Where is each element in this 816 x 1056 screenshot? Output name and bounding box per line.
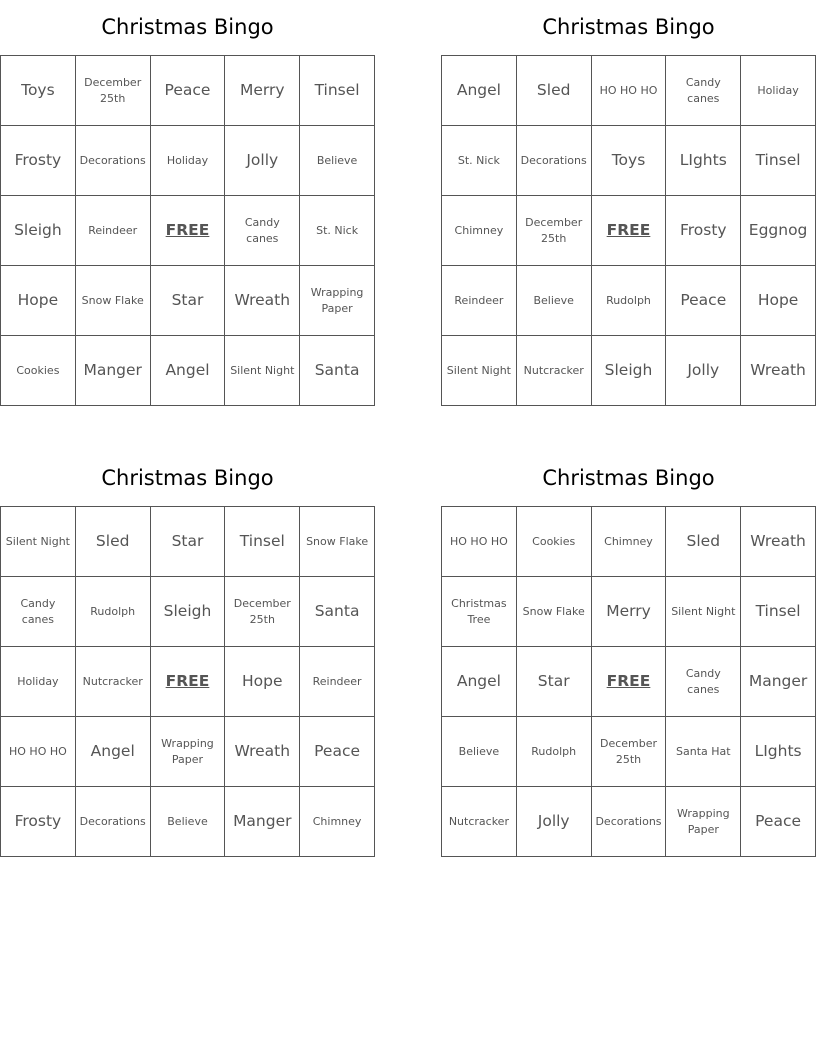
bingo-cell: Wreath <box>741 507 816 577</box>
bingo-cell: St. Nick <box>442 126 517 196</box>
bingo-cell: Angel <box>442 56 517 126</box>
bingo-cell: Christmas Tree <box>442 577 517 647</box>
bingo-cell: Toys <box>1 56 76 126</box>
bingo-cell: Decorations <box>76 126 151 196</box>
bingo-cell: Holiday <box>151 126 226 196</box>
bingo-cell: Chimney <box>592 507 667 577</box>
bingo-cell: Snow Flake <box>76 266 151 336</box>
bingo-cell: Hope <box>1 266 76 336</box>
bingo-cell: Santa Hat <box>666 717 741 787</box>
bingo-cell: Hope <box>225 647 300 717</box>
bingo-cell: Eggnog <box>741 196 816 266</box>
bingo-cell: Peace <box>300 717 375 787</box>
bingo-cell: Nutcracker <box>517 336 592 406</box>
card-title: Christmas Bingo <box>101 466 274 490</box>
bingo-cell: Silent Night <box>1 507 76 577</box>
free-space: FREE <box>592 647 667 717</box>
bingo-cell: Decorations <box>517 126 592 196</box>
bingo-cell: Jolly <box>666 336 741 406</box>
bingo-cell: Tinsel <box>741 126 816 196</box>
bingo-cell: Merry <box>225 56 300 126</box>
bingo-cell: Wrapping Paper <box>666 787 741 857</box>
bingo-cell: Chimney <box>442 196 517 266</box>
bingo-cell: Believe <box>442 717 517 787</box>
bingo-cell: Sled <box>517 56 592 126</box>
bingo-cell: Cookies <box>517 507 592 577</box>
bingo-cell: Reindeer <box>300 647 375 717</box>
bingo-cell: Snow Flake <box>517 577 592 647</box>
bingo-cell: Manger <box>225 787 300 857</box>
bingo-cell: Decorations <box>76 787 151 857</box>
bingo-cell: Snow Flake <box>300 507 375 577</box>
bingo-cell: Nutcracker <box>442 787 517 857</box>
card-title: Christmas Bingo <box>101 15 274 39</box>
bingo-cell: Wrapping Paper <box>300 266 375 336</box>
free-space: FREE <box>592 196 667 266</box>
bingo-cell: Star <box>151 507 226 577</box>
bingo-cell: Candy canes <box>666 56 741 126</box>
bingo-cell: Tinsel <box>741 577 816 647</box>
bingo-cell: Peace <box>741 787 816 857</box>
bingo-cell: Reindeer <box>76 196 151 266</box>
bingo-cell: Sleigh <box>151 577 226 647</box>
bingo-card-3 <box>0 451 375 857</box>
free-space: FREE <box>151 647 226 717</box>
bingo-cell: Reindeer <box>442 266 517 336</box>
bingo-cell: December 25th <box>76 56 151 126</box>
bingo-cell: Hope <box>741 266 816 336</box>
bingo-cell: Wreath <box>225 717 300 787</box>
bingo-cell: Nutcracker <box>76 647 151 717</box>
bingo-cell: LIghts <box>741 717 816 787</box>
bingo-cell: Star <box>517 647 592 717</box>
bingo-cell: Wrapping Paper <box>151 717 226 787</box>
bingo-cell: Tinsel <box>225 507 300 577</box>
bingo-cell: Star <box>151 266 226 336</box>
bingo-cell: Candy canes <box>1 577 76 647</box>
bingo-cell: Merry <box>592 577 667 647</box>
bingo-cell: Jolly <box>517 787 592 857</box>
bingo-cell: Angel <box>151 336 226 406</box>
bingo-cell: Santa <box>300 336 375 406</box>
bingo-cell: Candy canes <box>225 196 300 266</box>
bingo-cell: Angel <box>76 717 151 787</box>
bingo-grid <box>441 506 816 857</box>
bingo-cell: Believe <box>300 126 375 196</box>
bingo-cell: Rudolph <box>592 266 667 336</box>
bingo-cell: HO HO HO <box>442 507 517 577</box>
bingo-cell: St. Nick <box>300 196 375 266</box>
free-space: FREE <box>151 196 226 266</box>
bingo-cell: Angel <box>442 647 517 717</box>
bingo-cell: Chimney <box>300 787 375 857</box>
bingo-cell: Rudolph <box>517 717 592 787</box>
bingo-cell: Sleigh <box>592 336 667 406</box>
bingo-cell: LIghts <box>666 126 741 196</box>
bingo-cell: December 25th <box>225 577 300 647</box>
bingo-card-4 <box>441 451 816 857</box>
bingo-cell: Peace <box>666 266 741 336</box>
bingo-cell: December 25th <box>517 196 592 266</box>
bingo-cell: Frosty <box>1 787 76 857</box>
bingo-cell: Holiday <box>741 56 816 126</box>
bingo-grid <box>0 55 375 406</box>
card-title: Christmas Bingo <box>542 15 715 39</box>
bingo-cell: HO HO HO <box>1 717 76 787</box>
bingo-cell: Decorations <box>592 787 667 857</box>
bingo-grid <box>0 506 375 857</box>
card-title: Christmas Bingo <box>542 466 715 490</box>
bingo-cell: Santa <box>300 577 375 647</box>
bingo-cell: Silent Night <box>225 336 300 406</box>
bingo-cell: Sleigh <box>1 196 76 266</box>
bingo-cell: Manger <box>76 336 151 406</box>
bingo-cell: Wreath <box>741 336 816 406</box>
bingo-cell: Jolly <box>225 126 300 196</box>
bingo-cell: Sled <box>666 507 741 577</box>
bingo-cell: HO HO HO <box>592 56 667 126</box>
bingo-cell: Rudolph <box>76 577 151 647</box>
bingo-cell: Wreath <box>225 266 300 336</box>
bingo-cell: Cookies <box>1 336 76 406</box>
bingo-cell: Believe <box>517 266 592 336</box>
bingo-cell: Frosty <box>1 126 76 196</box>
bingo-cell: Toys <box>592 126 667 196</box>
bingo-cell: Manger <box>741 647 816 717</box>
bingo-cell: Believe <box>151 787 226 857</box>
bingo-cell: Silent Night <box>442 336 517 406</box>
bingo-cell: Silent Night <box>666 577 741 647</box>
bingo-cell: Frosty <box>666 196 741 266</box>
bingo-cell: December 25th <box>592 717 667 787</box>
bingo-card-1 <box>0 0 375 406</box>
bingo-cell: Sled <box>76 507 151 577</box>
bingo-grid <box>441 55 816 406</box>
bingo-cell: Holiday <box>1 647 76 717</box>
bingo-card-2 <box>441 0 816 406</box>
bingo-cell: Candy canes <box>666 647 741 717</box>
bingo-cell: Tinsel <box>300 56 375 126</box>
bingo-cell: Peace <box>151 56 226 126</box>
